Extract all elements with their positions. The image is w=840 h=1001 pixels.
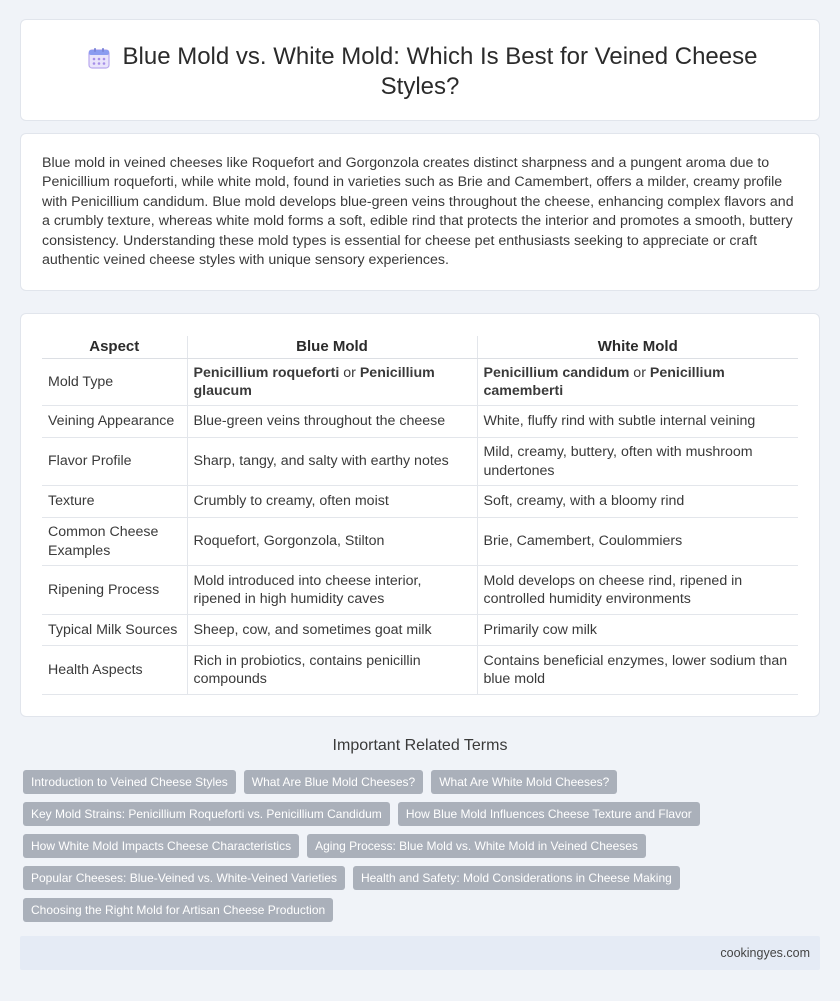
related-terms-title: Important Related Terms (332, 737, 508, 754)
related-term-tag[interactable]: Key Mold Strains: Penicillium Roqueforti vs. Penicillium Candidum (23, 802, 390, 826)
blue-mold-cell: Mold introduced into cheese interior, ripened in high humidity caves (187, 566, 477, 615)
white-mold-cell: Brie, Camembert, Coulommiers (477, 518, 798, 566)
row-label: Typical Milk Sources (42, 615, 187, 646)
related-term-tag[interactable]: Popular Cheeses: Blue-Veined vs. White-Veined Varieties (23, 866, 345, 890)
table-row (42, 518, 798, 566)
header-aspect: Aspect (42, 336, 187, 359)
table-row (42, 615, 798, 646)
blue-mold-cell: Sheep, cow, and sometimes goat milk (187, 615, 477, 646)
white-mold-cell: Mild, creamy, buttery, often with mushroom undertones (477, 438, 798, 486)
blue-mold-cell: Rich in probiotics, contains penicillin compounds (187, 646, 477, 695)
blue-mold-cell: Crumbly to creamy, often moist (187, 486, 477, 518)
related-term-tag[interactable]: What Are White Mold Cheeses? (431, 770, 617, 794)
comparison-table (42, 336, 798, 695)
blue-mold-cell: Sharp, tangy, and salty with earthy notes (187, 438, 477, 486)
table-row (42, 646, 798, 695)
row-label: Flavor Profile (42, 438, 187, 486)
row-label: Common Cheese Examples (42, 518, 187, 566)
row-label: Texture (42, 486, 187, 518)
row-label: Health Aspects (42, 646, 187, 695)
white-mold-cell: White, fluffy rind with subtle internal veining (477, 406, 798, 438)
header-card (20, 19, 820, 121)
header-blue-mold: Blue Mold (187, 336, 477, 359)
table-row (42, 486, 798, 518)
related-term-tag[interactable]: How White Mold Impacts Cheese Characteristics (23, 834, 299, 858)
row-label: Mold Type (42, 359, 187, 406)
blue-mold-cell: Roquefort, Gorgonzola, Stilton (187, 518, 477, 566)
white-mold-cell: Soft, creamy, with a bloomy rind (477, 486, 798, 518)
row-label: Veining Appearance (42, 406, 187, 438)
footer-site-link[interactable]: cookingyes.com (720, 946, 810, 960)
table-row (42, 566, 798, 615)
intro-card (20, 133, 820, 291)
related-term-tag[interactable]: Introduction to Veined Cheese Styles (23, 770, 236, 794)
header-white-mold: White Mold (477, 336, 798, 359)
related-term-tag[interactable]: How Blue Mold Influences Cheese Texture and Flavor (398, 802, 700, 826)
page-title (21, 42, 819, 102)
blue-mold-cell: Blue-green veins throughout the cheese (187, 406, 477, 438)
page-title-line1: Blue Mold vs. White Mold: Which Is Best for Veined Cheese (122, 43, 758, 70)
white-mold-cell: Contains beneficial enzymes, lower sodium than blue mold (477, 646, 798, 695)
table-row (42, 406, 798, 438)
row-label: Ripening Process (42, 566, 187, 615)
related-term-tag[interactable]: What Are Blue Mold Cheeses? (244, 770, 423, 794)
white-mold-cell: Primarily cow milk (477, 615, 798, 646)
white-mold-type: Penicillium candidum or Penicillium camemberti (477, 359, 798, 406)
white-mold-cell: Mold develops on cheese rind, ripened in controlled humidity environments (477, 566, 798, 615)
table-row (42, 438, 798, 486)
related-terms-list (23, 770, 813, 930)
page-title-line2: Styles? (380, 73, 460, 100)
related-term-tag[interactable]: Choosing the Right Mold for Artisan Cheese Production (23, 898, 333, 922)
blue-mold-type: Penicillium roqueforti or Penicillium glaucum (187, 359, 477, 406)
related-term-tag[interactable]: Aging Process: Blue Mold vs. White Mold in Veined Cheeses (307, 834, 646, 858)
intro-paragraph: Blue mold in veined cheeses like Roquefort and Gorgonzola creates distinct sharpness and a pungent aroma due to Penicillium roqueforti, while white mold, found in varieties such as Brie and Camembert, offers a milder, creamy profile with Penicillium candidum. Blue mold develops blue-green veins throughout the cheese, enhancing complex flavors and a crumbly texture, whereas white mold forms a soft, edible rind that protects the interior and promotes a smooth, buttery consistency. Understanding these mold types is essential for cheese pet enthusiasts seeking to appreciate or craft authentic veined cheese styles with unique sensory experiences. (42, 155, 794, 269)
footer (20, 936, 820, 970)
table-header-row (42, 336, 798, 359)
table-row (42, 359, 798, 406)
comparison-table-card (20, 313, 820, 717)
related-term-tag[interactable]: Health and Safety: Mold Considerations in Cheese Making (353, 866, 680, 890)
